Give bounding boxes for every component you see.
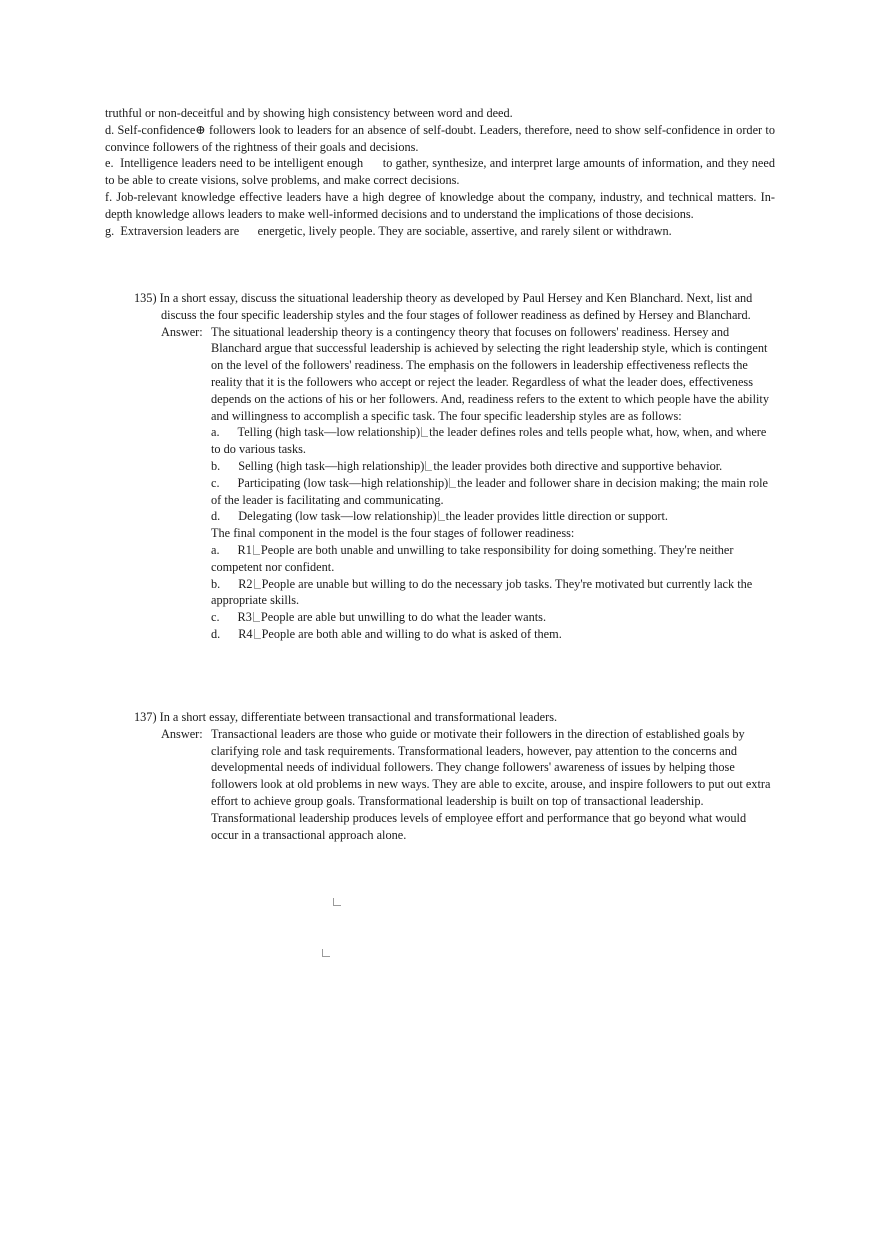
answer-block [134, 324, 776, 643]
style-item: a. Telling (high task—low relationship) the leader defines roles and tells people what, how, when, and where to do various tasks. [211, 425, 767, 457]
missing-glyph-icon [254, 579, 261, 589]
trait-item: e. Intelligence leaders need to be intelligent enough to gather, synthesize, and interpret large amounts of information, and they need to be able to create visions, solve problems, and make correct decisions. [105, 156, 779, 188]
question-text: 137) In a short essay, differentiate between transactional and transformational leaders. [134, 710, 558, 724]
trait-item: truthful or non-deceitful and by showing high consistency between word and deed. [105, 106, 513, 120]
style-item: b. Selling (high task—high relationship) the leader provides both directive and supportive behavior. [211, 458, 723, 473]
readiness-item: c. R3 People are able but unwilling to do what the leader wants. [211, 610, 547, 625]
stray-mark-icon [322, 949, 330, 957]
readiness-intro: The final component in the model is the four stages of follower readiness: [211, 526, 575, 541]
trait-list [105, 105, 779, 239]
stray-mark-icon [333, 898, 341, 906]
missing-glyph-icon [254, 629, 261, 639]
missing-glyph-icon [253, 545, 260, 555]
trait-item: d. Self-confidence⊕ followers look to leaders for an absence of self-doubt. Leaders, therefore, need to show self-confidence in order to convince followers of the rightness of their goals and decisions. [105, 122, 775, 154]
missing-glyph-icon [449, 478, 456, 488]
answer-text: Transactional leaders are those who guide or motivate their followers in the direction of established goals by clarifying role and task requirements. Transformational leaders, however, pay attention to the concerns and developmental needs of individual followers. They change followers' awareness of issues by helping those followers look at old problems in new ways. They are able to excite, arouse, and inspire followers to put out extra effort to achieve group goals. Transformational leadership is built on top of transactional leadership. Transformational leadership produces levels of employee effort and performance that go beyond what would occur in a transactional approach alone. [211, 726, 771, 842]
missing-glyph-icon [425, 461, 432, 471]
answer-block [134, 726, 776, 844]
question-137 [134, 709, 776, 843]
missing-glyph-icon [438, 511, 445, 521]
question-135 [134, 290, 776, 643]
readiness-item: b. R2 People are unable but willing to do the necessary job tasks. They're motivated but currently lack the appropriate skills. [211, 576, 753, 608]
trait-item: g. Extraversion leaders are energetic, lively people. They are sociable, assertive, and rarely silent or withdrawn. [105, 223, 672, 238]
style-item: d. Delegating (low task—low relationship) the leader provides little direction or support. [211, 509, 668, 524]
readiness-item: a. R1 People are both unable and unwilling to take responsibility for doing something. They're neither competent nor confident. [211, 542, 734, 574]
readiness-item: d. R4 People are both able and willing to do what is asked of them. [211, 626, 562, 641]
answer-label: Answer: [161, 726, 203, 741]
question-text: 135) In a short essay, discuss the situational leadership theory as developed by Paul Hersey and Ken Blanchard. Next, list and discuss the four specific leadership styles and the four stages of follower readiness as defined by Hersey and Blanchard. [134, 291, 753, 322]
trait-item: f. Job-relevant knowledge effective leaders have a high degree of knowledge about the company, industry, and technical matters. In-depth knowledge allows leaders to make well-informed decisions and to understand the implications of those decisions. [105, 189, 775, 221]
answer-label: Answer: [161, 324, 203, 339]
missing-glyph-icon [421, 427, 428, 437]
answer-intro: The situational leadership theory is a contingency theory that focuses on followers' readiness. Hersey and Blanchard argue that successful leadership is achieved by selecting the right leadership style, which is contingent on the level of the followers' readiness. The emphasis on the followers in leadership effectiveness reflects the reality that it is the followers who accept or reject the leader. Regardless of what the leader does, effectiveness depends on the actions of his or her followers. And, readiness refers to the extent to which people have the ability and willingness to accomplish a specific task. The four specific leadership styles are as follows: [211, 324, 769, 423]
style-item: c. Participating (low task—high relationship) the leader and follower share in decision making; the main role of the leader is facilitating and communicating. [211, 475, 768, 507]
missing-glyph-icon [253, 612, 260, 622]
